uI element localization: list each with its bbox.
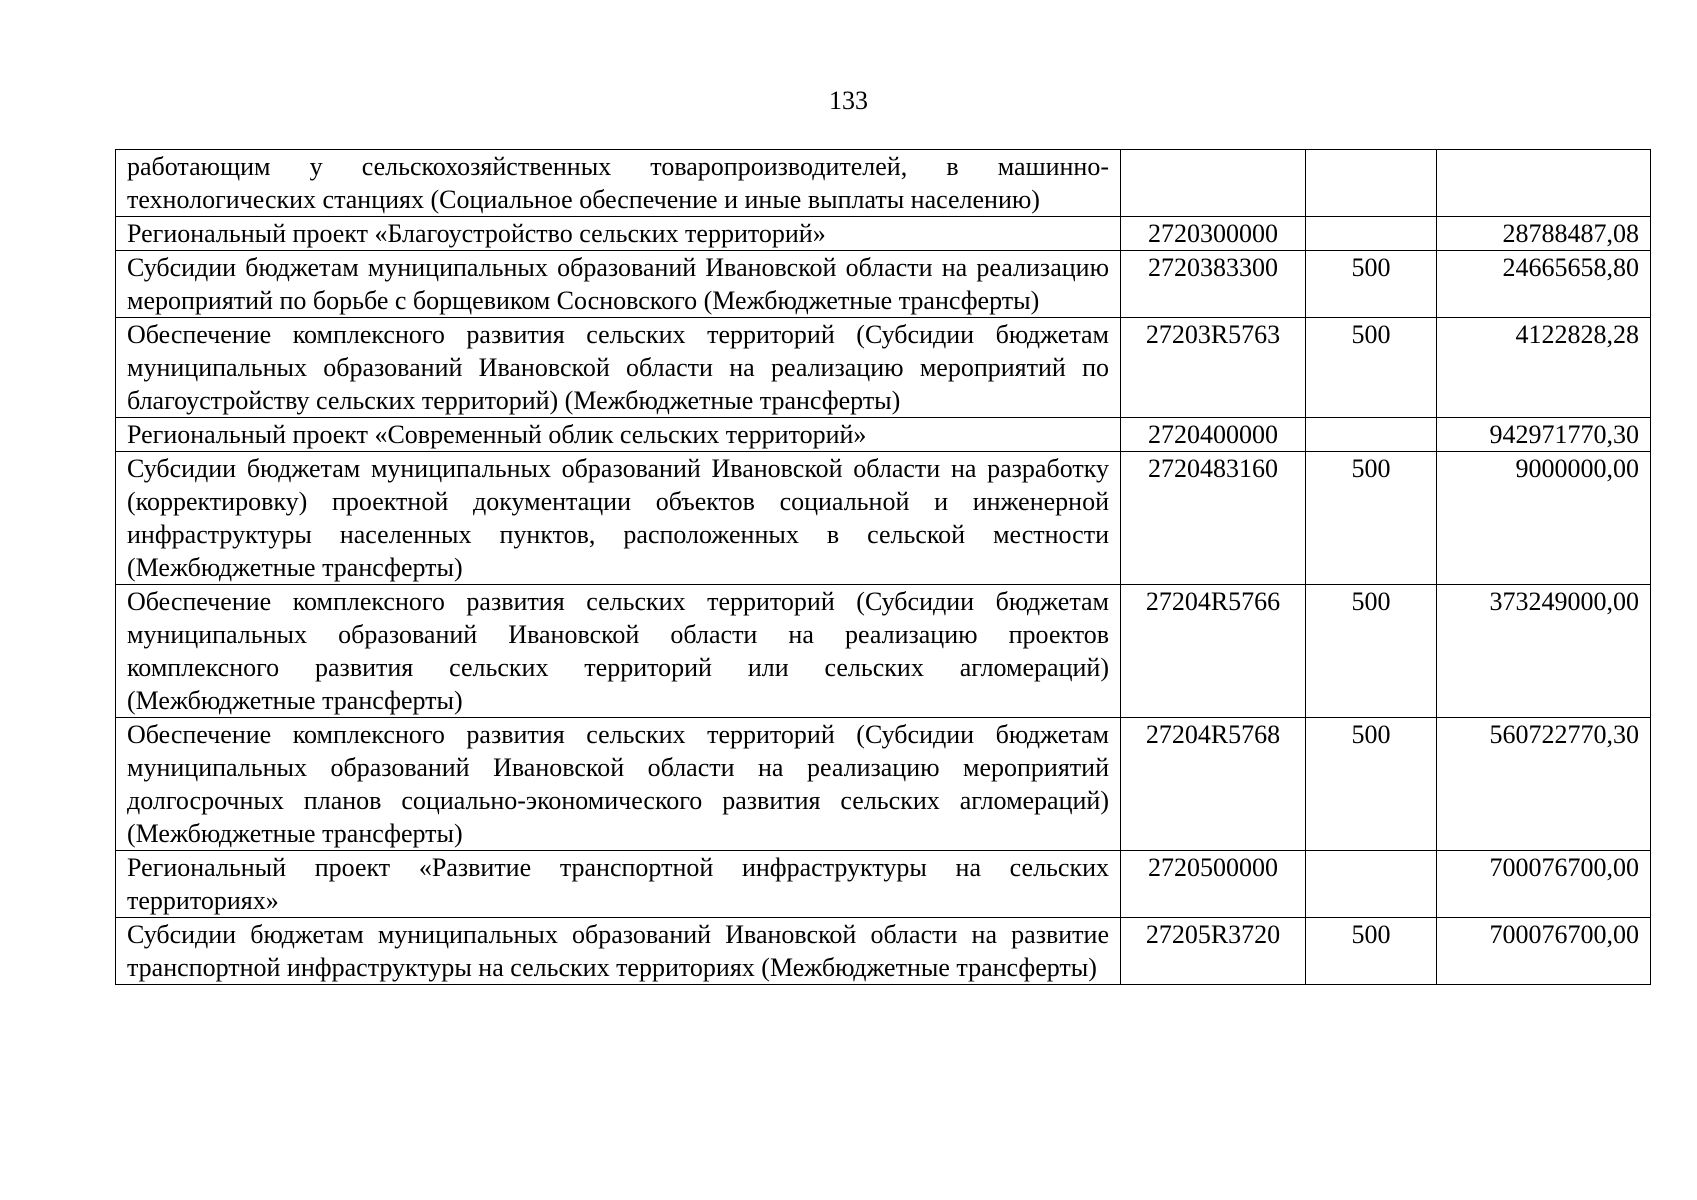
- row-code: 27205R3720: [1121, 918, 1306, 985]
- row-description: Обеспечение комплексного развития сельских территорий (Субсидии бюджетам муниципальных образований Ивановской области на реализацию мероприятий долгосрочных планов социально-экономического развития сельских агломераций) (Межбюджетные трансферты): [116, 718, 1121, 851]
- table-row: [116, 718, 1651, 851]
- row-description: Обеспечение комплексного развития сельских территорий (Субсидии бюджетам муниципальных образований Ивановской области на реализацию проектов комплексного развития сельских территорий или сельских агломераций) (Межбюджетные трансферты): [116, 585, 1121, 718]
- row-description: Субсидии бюджетам муниципальных образований Ивановской области на разработку (корректировку) проектной документации объектов социальной и инженерной инфраструктуры населенных пунктов, расположенных в сельской местности (Межбюджетные трансферты): [116, 452, 1121, 585]
- row-amount: 942971770,30: [1437, 418, 1651, 452]
- row-description: Региональный проект «Развитие транспортной инфраструктуры на сельских территориях»: [116, 851, 1121, 918]
- row-code: 27203R5763: [1121, 318, 1306, 418]
- row-amount: 28788487,08: [1437, 217, 1651, 251]
- budget-table: [115, 149, 1651, 985]
- page-number: 133: [829, 86, 868, 115]
- row-expense-type: [1306, 418, 1437, 452]
- table-row: [116, 318, 1651, 418]
- row-expense-type: 500: [1306, 251, 1437, 318]
- table-row: [116, 150, 1651, 217]
- row-description: Региональный проект «Благоустройство сельских территорий»: [116, 217, 1121, 251]
- row-amount: 24665658,80: [1437, 251, 1651, 318]
- table-row: [116, 918, 1651, 985]
- row-description: Региональный проект «Современный облик сельских территорий»: [116, 418, 1121, 452]
- table-row: [116, 217, 1651, 251]
- row-expense-type: [1306, 851, 1437, 918]
- row-expense-type: [1306, 150, 1437, 217]
- row-description: Обеспечение комплексного развития сельских территорий (Субсидии бюджетам муниципальных образований Ивановской области на реализацию мероприятий по благоустройству сельских территорий) (Межбюджетные трансферты): [116, 318, 1121, 418]
- row-code: 2720383300: [1121, 251, 1306, 318]
- table-row: [116, 585, 1651, 718]
- row-code: 27204R5768: [1121, 718, 1306, 851]
- row-amount: 4122828,28: [1437, 318, 1651, 418]
- table-row: [116, 418, 1651, 452]
- row-amount: [1437, 150, 1651, 217]
- table-row: [116, 452, 1651, 585]
- row-expense-type: 500: [1306, 318, 1437, 418]
- row-expense-type: 500: [1306, 918, 1437, 985]
- row-code: 2720483160: [1121, 452, 1306, 585]
- row-code: 2720500000: [1121, 851, 1306, 918]
- row-expense-type: [1306, 217, 1437, 251]
- row-amount: 9000000,00: [1437, 452, 1651, 585]
- table-row: [116, 251, 1651, 318]
- row-code: 2720400000: [1121, 418, 1306, 452]
- row-amount: 560722770,30: [1437, 718, 1651, 851]
- row-expense-type: 500: [1306, 585, 1437, 718]
- row-code: 2720300000: [1121, 217, 1306, 251]
- row-description: Субсидии бюджетам муниципальных образований Ивановской области на развитие транспортной инфраструктуры на сельских территориях (Межбюджетные трансферты): [116, 918, 1121, 985]
- table-row: [116, 851, 1651, 918]
- row-description: работающим у сельскохозяйственных товаропроизводителей, в машинно-технологических станциях (Социальное обеспечение и иные выплаты населению): [116, 150, 1121, 217]
- row-expense-type: 500: [1306, 718, 1437, 851]
- budget-table-body: [116, 150, 1651, 985]
- row-amount: 373249000,00: [1437, 585, 1651, 718]
- row-expense-type: 500: [1306, 452, 1437, 585]
- row-amount: 700076700,00: [1437, 918, 1651, 985]
- row-description: Субсидии бюджетам муниципальных образований Ивановской области на реализацию мероприятий по борьбе с борщевиком Сосновского (Межбюджетные трансферты): [116, 251, 1121, 318]
- row-code: [1121, 150, 1306, 217]
- row-amount: 700076700,00: [1437, 851, 1651, 918]
- row-code: 27204R5766: [1121, 585, 1306, 718]
